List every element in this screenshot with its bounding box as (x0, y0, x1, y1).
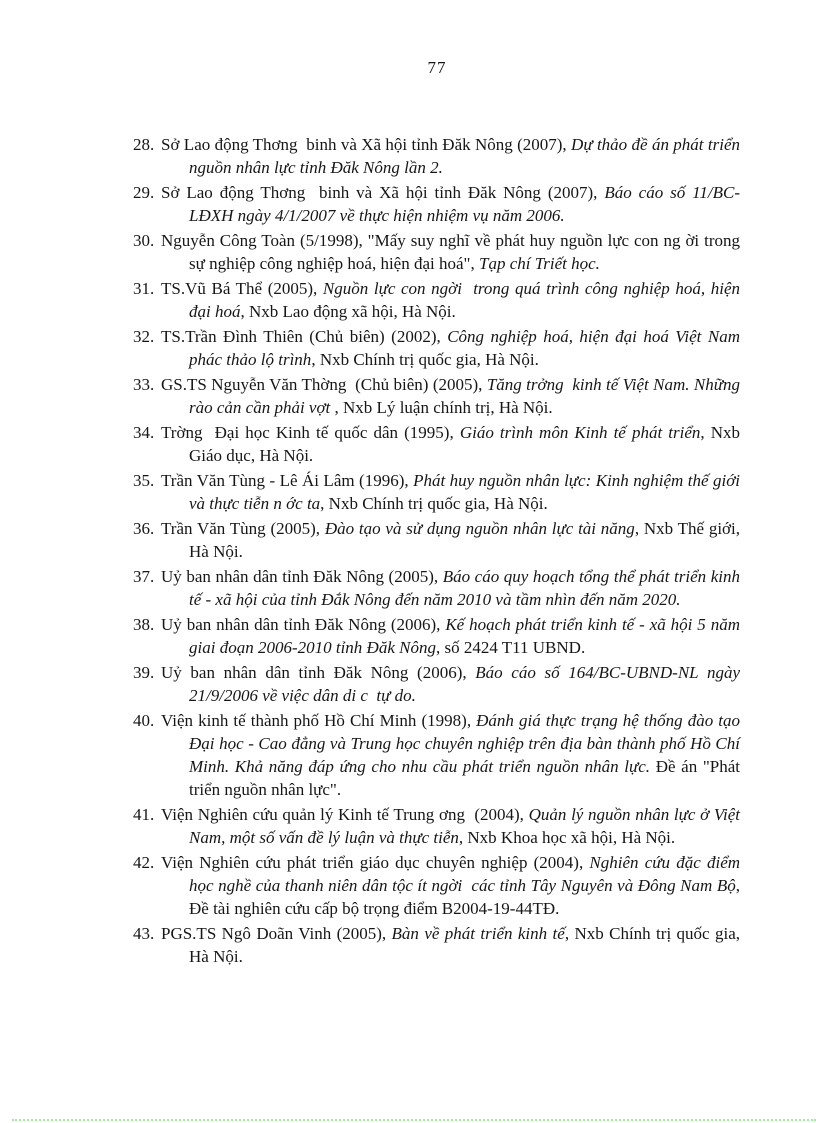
reference-item (133, 133, 740, 179)
reference-title-segment: Báo cáo số 164/BC-UBND-NL ngày 21/9/2006 về việc dân di c tự do. (189, 663, 741, 705)
reference-text-segment: Viện kinh tế thành phố Hồ Chí Minh (1998), (161, 711, 477, 730)
reference-title-segment: Báo cáo quy hoạch tổng thể phát triển kinh tế - xã hội của tỉnh Đắk Nông đến năm 2010 và tầm nhìn đến năm 2020. (189, 567, 740, 609)
reference-text-segment: , Nxb Chính trị quốc gia, Hà Nội. (320, 494, 548, 513)
reference-text-segment: Uỷ ban nhân dân tỉnh Đăk Nông (2006), (161, 663, 476, 682)
reference-item (133, 325, 740, 371)
reference-item (133, 851, 740, 920)
reference-text-segment: Đề án "Phát triển nguồn nhân lực". (189, 757, 741, 799)
reference-item (133, 277, 740, 323)
reference-text-segment: Nguyễn Công Toàn (5/1998), "Mấy suy nghĩ về phát huy nguồn lực con ng ời trong sự nghiệp công nghiệp hoá, hiện đại hoá", (161, 231, 740, 273)
reference-title-segment: Giáo trình môn Kinh tế phát triển (459, 423, 701, 442)
reference-item (133, 517, 740, 563)
reference-text-segment: , số 2424 T11 UBND. (435, 638, 586, 657)
reference-text-segment: Sở Lao động Thơng binh và Xã hội tỉnh Đăk Nông (2007), (161, 135, 572, 154)
reference-title-segment: Tăng trởng kinh tế Việt Nam. Những rào cản cần phải vợt (189, 375, 740, 417)
reference-item (133, 803, 740, 849)
reference-title-segment: Công nghiệp hoá, hiện đại hoá Việt Nam phác thảo lộ trình (189, 327, 740, 369)
reference-text-segment: , Đề tài nghiên cứu cấp bộ trọng điểm B2004-19-44TĐ. (189, 876, 740, 918)
reference-text-segment: Sở Lao động Thơng binh và Xã hội tỉnh Đăk Nông (2007), (161, 183, 605, 202)
reference-title-segment: Đánh giá thực trạng hệ thống đào tạo Đại học - Cao đẳng và Trung học chuyên nghiệp trên địa bàn thành phố Hồ Chí Minh. Khả năng đáp ứng cho nhu cầu phát triển nguồn nhân lực. (189, 711, 740, 776)
reference-number: 30. (133, 231, 155, 250)
reference-text-segment: , Nxb Giáo dục, Hà Nội. (189, 423, 740, 465)
reference-item (133, 565, 740, 611)
reference-text-segment: Viện Nghiên cứu phát triển giáo dục chuyên nghiệp (2004), (161, 853, 590, 872)
reference-number: 42. (133, 853, 155, 872)
reference-number: 43. (133, 924, 155, 943)
reference-item (133, 709, 740, 801)
reference-item (133, 922, 740, 968)
reference-number: 35. (133, 471, 155, 490)
reference-title-segment: Phát huy nguồn nhân lực: Kinh nghiệm thế giới và thực tiễn n ớc ta (189, 471, 740, 513)
reference-text-segment: , Nxb Chính trị quốc gia, Hà Nội. (189, 924, 740, 966)
reference-number: 39. (133, 663, 155, 682)
reference-title-segment: Dự thảo đề án phát triển nguồn nhân lực tỉnh Đăk Nông lần 2. (189, 135, 740, 177)
reference-number: 40. (133, 711, 155, 730)
reference-text-segment: Uỷ ban nhân dân tỉnh Đăk Nông (2006), (161, 615, 446, 634)
reference-text-segment: Uỷ ban nhân dân tỉnh Đăk Nông (2005), (161, 567, 443, 586)
reference-text-segment: TS.Vũ Bá Thể (2005), (161, 279, 323, 298)
reference-title-segment: Nghiên cứu đặc điểm học nghề của thanh niên dân tộc ít ngời các tỉnh Tây Nguyên và Đông Nam Bộ (189, 853, 741, 895)
reference-number: 37. (133, 567, 155, 586)
reference-number: 29. (133, 183, 155, 202)
reference-title-segment: Tạp chí Triết học. (478, 254, 600, 273)
reference-number: 41. (133, 805, 155, 824)
reference-text-segment: , Nxb Chính trị quốc gia, Hà Nội. (311, 350, 539, 369)
reference-item (133, 613, 740, 659)
reference-text-segment: , Nxb Lao động xã hội, Hà Nội. (240, 302, 456, 321)
reference-number: 36. (133, 519, 155, 538)
reference-title-segment: Kế hoạch phát triển kinh tế - xã hội 5 năm giai đoạn 2006-2010 tỉnh Đăk Nông (189, 615, 740, 657)
reference-number: 33. (133, 375, 155, 394)
reference-title-segment: Nguồn lực con ngời trong quá trình công nghiệp hoá, hiện đại hoá (189, 279, 740, 321)
reference-title-segment: Bàn về phát triển kinh tế (391, 924, 565, 943)
reference-text-segment: Trờng Đại học Kinh tế quốc dân (1995), (161, 423, 460, 442)
reference-text-segment: , Nxb Thế giới, Hà Nội. (189, 519, 741, 561)
reference-number: 32. (133, 327, 155, 346)
reference-item (133, 469, 740, 515)
reference-item (133, 421, 740, 467)
reference-item (133, 661, 740, 707)
reference-title-segment: Báo cáo số 11/BC-LĐXH ngày 4/1/2007 về thực hiện nhiệm vụ năm 2006. (189, 183, 740, 225)
page-number: 77 (427, 58, 447, 77)
reference-number: 28. (133, 135, 155, 154)
reference-text-segment: PGS.TS Ngô Doãn Vinh (2005), (161, 924, 392, 943)
reference-title-segment: Đào tạo và sử dụng nguồn nhân lực tài năng (324, 519, 635, 538)
reference-text-segment: , Nxb Lý luận chính trị, Hà Nội. (330, 398, 553, 417)
references-list (133, 133, 740, 970)
reference-item (133, 373, 740, 419)
reference-text-segment: Viện Nghiên cứu quản lý Kinh tế Trung ơng (2004), (161, 805, 529, 824)
reference-item (133, 229, 740, 275)
reference-number: 31. (133, 279, 155, 298)
reference-number: 34. (133, 423, 155, 442)
page-bottom-dotted-line (12, 1119, 816, 1121)
reference-text-segment: GS.TS Nguyễn Văn Thờng (Chủ biên) (2005), (161, 375, 487, 394)
reference-item (133, 181, 740, 227)
reference-title-segment: Quản lý nguồn nhân lực ở Việt Nam, một số vấn đề lý luận và thực tiễn (189, 805, 740, 847)
reference-number: 38. (133, 615, 155, 634)
reference-text-segment: Trần Văn Tùng (2005), (161, 519, 325, 538)
reference-text-segment: Trần Văn Tùng - Lê Ái Lâm (1996), (161, 471, 414, 490)
reference-text-segment: TS.Trần Đình Thiên (Chủ biên) (2002), (161, 327, 448, 346)
reference-text-segment: , Nxb Khoa học xã hội, Hà Nội. (458, 828, 676, 847)
